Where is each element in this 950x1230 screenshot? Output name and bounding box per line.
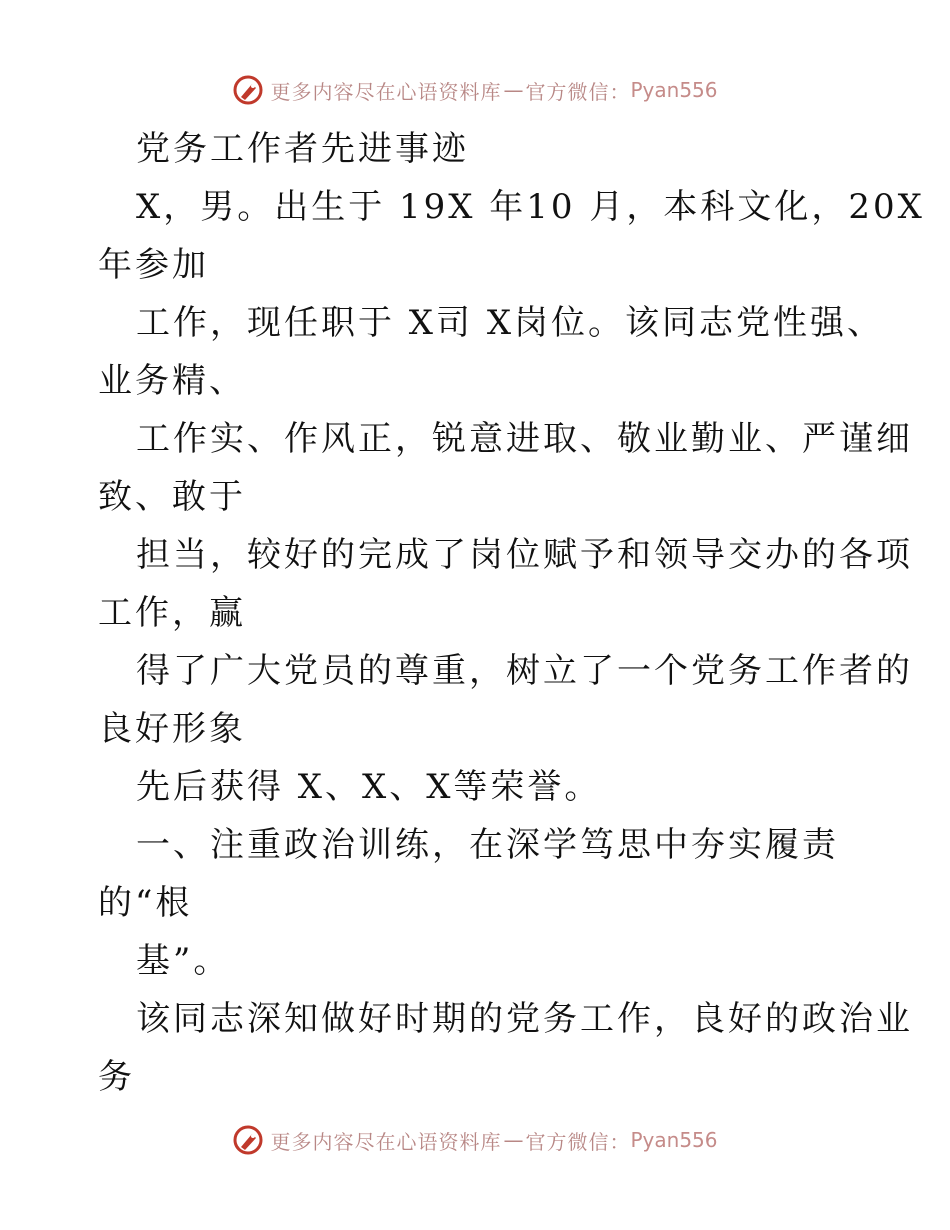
banner-label: 官方微信： xyxy=(525,1129,631,1154)
body-line: 得了广大党员的尊重，树立了一个党务工作者的 xyxy=(136,651,913,691)
banner-label: 官方微信： xyxy=(525,79,631,104)
body-line: 该同志深知做好时期的党务工作，良好的政治业 xyxy=(136,999,913,1039)
banner-separator: — xyxy=(503,78,524,102)
section-heading-continued: 的“根 xyxy=(98,883,193,923)
section-heading: 一、注重政治训练，在深学笃思中夯实履责 xyxy=(136,825,839,865)
body-line: 年参加 xyxy=(98,245,209,285)
document-body xyxy=(98,120,925,1106)
body-line: 工作，现任职于 X司 X岗位。该同志党性强、 xyxy=(136,303,885,343)
body-line: 良好形象 xyxy=(98,709,246,749)
body-line: X，男。出生于 19X 年10 月，本科文化，20X xyxy=(136,187,925,227)
footer-banner xyxy=(0,1120,950,1160)
banner-account: Pyan556 xyxy=(630,1128,718,1152)
body-line: 务 xyxy=(98,1057,135,1097)
banner-text: 更多内容尽在心语资料库 xyxy=(270,1129,502,1154)
header-banner xyxy=(0,70,950,110)
section-heading-continued: 基”。 xyxy=(136,941,231,981)
banner-separator: — xyxy=(503,1128,524,1152)
banner-text: 更多内容尽在心语资料库 xyxy=(270,79,502,104)
pen-nib-logo-icon xyxy=(232,1124,264,1156)
body-line: 担当，较好的完成了岗位赋予和领导交办的各项 xyxy=(136,535,913,575)
body-line: 致、敢于 xyxy=(98,477,246,517)
body-line: 工作实、作风正，锐意进取、敬业勤业、严谨细 xyxy=(136,419,913,459)
pen-nib-logo-icon xyxy=(232,74,264,106)
body-line: 业务精、 xyxy=(98,361,246,401)
banner-account: Pyan556 xyxy=(630,78,718,102)
body-line: 工作，赢 xyxy=(98,593,246,633)
document-title: 党务工作者先进事迹 xyxy=(136,129,469,169)
body-line: 先后获得 X、X、X等荣誉。 xyxy=(136,767,602,807)
